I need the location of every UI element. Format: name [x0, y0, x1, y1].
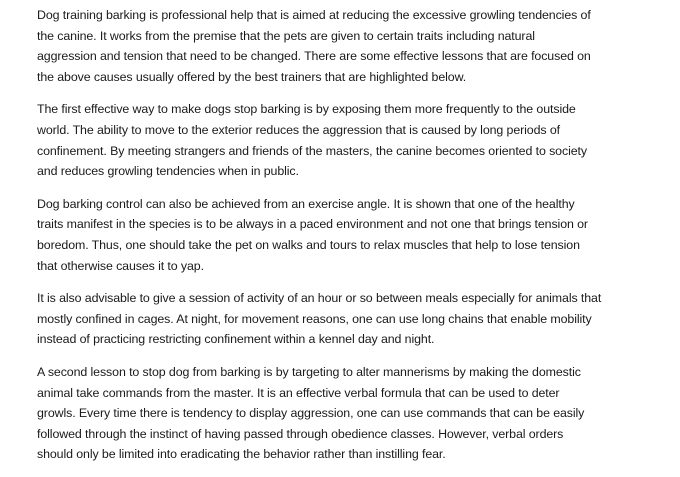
text-line: world. The ability to move to the exterior reduces the aggression that is caused by long periods of [37, 122, 560, 137]
text-line: and reduces growling tendencies when in public. [37, 164, 299, 179]
paragraph-2[interactable] [37, 99, 657, 181]
text-line: confinement. By meeting strangers and friends of the masters, the canine becomes oriented to society [37, 143, 587, 158]
text-line: boredom. Thus, one should take the pet on walks and tours to relax muscles that help to lose tension [37, 237, 580, 252]
text-line: the above causes usually offered by the best trainers that are highlighted below. [37, 69, 467, 84]
text-line: should only be limited into eradicating the behavior rather than instilling fear. [37, 447, 446, 462]
text-line: Dog barking control can also be achieved from an exercise angle. It is shown that one of the healthy [37, 196, 575, 211]
document-body[interactable] [37, 5, 657, 477]
text-line: It is also advisable to give a session of activity of an hour or so between meals especially for animals that [37, 291, 602, 306]
text-line: growls. Every time there is tendency to display aggression, one can use commands that can be easily [37, 406, 585, 421]
text-line: animal take commands from the master. It is an effective verbal formula that can be used to deter [37, 385, 560, 400]
text-line: The first effective way to make dogs stop barking is by exposing them more frequently to the outside [37, 102, 576, 117]
text-line: aggression and tension that need to be changed. There are some effective lessons that are focused on [37, 49, 591, 64]
text-line: that otherwise causes it to yap. [37, 258, 204, 273]
paragraph-4[interactable] [37, 288, 657, 350]
text-line: instead of practicing restricting confinement within a kennel day and night. [37, 332, 435, 347]
text-line: Dog training barking is professional help that is aimed at reducing the excessive growling tendencies of [37, 8, 591, 22]
text-line: A second lesson to stop dog from barking is by targeting to alter mannerisms by making the domestic [37, 364, 581, 379]
paragraph-5[interactable] [37, 362, 657, 465]
text-line: the canine. It works from the premise that the pets are given to certain traits including natural [37, 28, 535, 43]
paragraph-3[interactable] [37, 194, 657, 276]
text-line: traits manifest in the species is to be always in a paced environment and not one that brings tension or [37, 217, 588, 232]
text-line: followed through the instinct of having passed through obedience classes. However, verbal orders [37, 426, 564, 441]
paragraph-1[interactable] [37, 5, 657, 87]
text-line: mostly confined in cages. At night, for movement reasons, one can use long chains that enable mobility [37, 311, 592, 326]
